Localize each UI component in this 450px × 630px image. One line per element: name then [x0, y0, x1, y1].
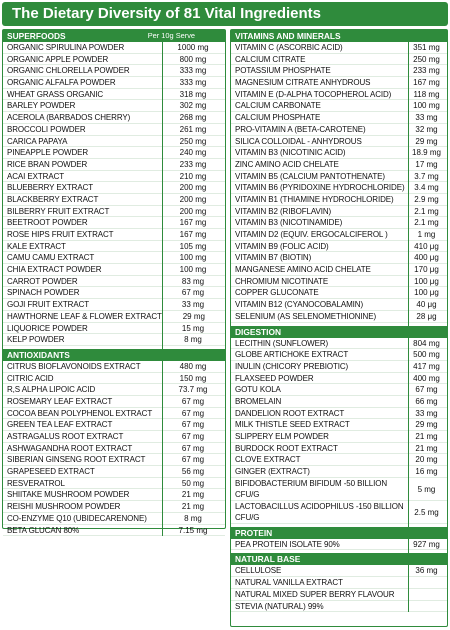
list-item — [3, 323, 225, 335]
ingredient-amount: 56 mg — [181, 467, 205, 477]
list-item — [3, 77, 225, 89]
list-item — [3, 136, 225, 148]
ingredient-name: MAGNESIUM CITRATE ANHYDROUS — [235, 78, 371, 88]
ingredient-amount: 200 mg — [179, 194, 207, 204]
ingredient-amount: 333 mg — [179, 66, 207, 76]
list-item — [3, 217, 225, 229]
ingredient-amount: 29 mg — [415, 420, 438, 430]
list-item — [3, 194, 225, 206]
list-item — [231, 601, 447, 613]
list-item — [3, 54, 225, 66]
ingredient-amount: 67 mg — [181, 420, 205, 430]
ingredient-name: SHIITAKE MUSHROOM POWDER — [7, 490, 130, 500]
ingredient-amount: 67 mg — [181, 443, 205, 453]
ingredient-amount: 29 mg — [182, 311, 205, 321]
list-item — [3, 252, 225, 264]
ingredient-amount: 3.4 mg — [414, 183, 439, 193]
ingredient-name: ASTRAGALUS ROOT EXTRACT — [7, 432, 124, 441]
ingredient-name: ZINC AMINO ACID CHELATE — [235, 159, 339, 169]
superfoods-title: SUPERFOODS — [7, 31, 66, 41]
ingredient-amount: 67 mg — [181, 455, 205, 465]
ingredient-amount: 100 mg — [179, 265, 207, 275]
ingredient-name: BLUEBERRY EXTRACT — [7, 183, 94, 193]
ingredient-name: POTASSIUM PHOSPHATE — [235, 66, 331, 76]
ingredient-amount: 167 mg — [179, 218, 207, 228]
ingredient-name: LECITHIN (SUNFLOWER) — [235, 338, 329, 348]
list-item — [3, 478, 225, 490]
left-panel — [2, 29, 226, 535]
ingredient-name: GOJI FRUIT EXTRACT — [7, 300, 90, 310]
list-item — [231, 478, 447, 501]
list-item — [3, 276, 225, 288]
list-item — [231, 217, 447, 229]
ingredient-amount: 3.7 mg — [414, 171, 439, 181]
list-item — [231, 124, 447, 136]
ingredient-amount: 18.9 mg — [412, 148, 441, 158]
ingredient-name: VITAMIN B2 (RIBOFLAVIN) — [235, 206, 332, 216]
list-item — [3, 419, 225, 431]
list-item — [231, 466, 447, 478]
ingredient-amount: 66 mg — [415, 396, 438, 406]
list-item — [3, 171, 225, 183]
ingredient-name: MILK THISTLE SEED EXTRACT — [235, 420, 350, 430]
ingredient-amount: 50 mg — [181, 478, 205, 488]
ingredient-amount: 28 μg — [416, 311, 437, 321]
ingredient-name: ORGANIC ALFALFA POWDER — [7, 78, 116, 88]
list-item — [231, 54, 447, 66]
ingredient-name: CELLULOSE — [235, 566, 282, 576]
ingredient-name: VITAMIN B5 (CALCIUM PANTOTHENATE) — [235, 171, 385, 181]
ingredient-name: ORGANIC CHLORELLA POWDER — [7, 66, 130, 76]
ingredient-amount: 21 mg — [181, 490, 205, 500]
ingredient-name: CITRUS BIOFLAVONOIDS EXTRACT — [7, 361, 141, 371]
ingredient-amount: 7.15 mg — [178, 525, 208, 535]
ingredient-amount: 67 mg — [181, 288, 205, 298]
ingredient-amount: 2.5 mg — [414, 507, 439, 517]
antioxidants-header: ANTIOXIDANTS — [3, 349, 225, 361]
list-item — [3, 466, 225, 478]
ingredient-amount: 100 μg — [414, 276, 439, 286]
ingredient-name: RESVERATROL — [7, 478, 65, 488]
ingredient-name: GLOBE ARTICHOKE EXTRACT — [235, 350, 349, 360]
list-item — [3, 147, 225, 159]
ingredient-name: R,S ALPHA LIPOIC ACID — [7, 385, 96, 395]
ingredient-amount: 67 mg — [181, 432, 205, 441]
list-item — [231, 539, 447, 551]
ingredient-name: CARICA PAPAYA — [7, 136, 68, 146]
ingredient-name: PRO-VITAMIN A (BETA-CAROTENE) — [235, 124, 366, 134]
ingredient-amount: 400 μg — [414, 253, 439, 263]
list-item — [3, 206, 225, 218]
ingredient-amount: 33 mg — [415, 113, 438, 123]
ingredient-amount: 16 mg — [415, 467, 438, 477]
ingredient-amount: 318 mg — [179, 89, 207, 99]
ingredient-name: ROSEMARY LEAF EXTRACT — [7, 396, 113, 406]
ingredient-name: CALCIUM PHOSPHATE — [235, 113, 321, 123]
ingredient-amount: 67 mg — [415, 385, 438, 395]
list-item — [3, 89, 225, 101]
ingredient-name: BETA GLUCAN 80% — [7, 525, 80, 535]
ingredient-name: ASHWAGANDHA ROOT EXTRACT — [7, 443, 133, 453]
ingredient-amount: 240 mg — [179, 148, 207, 158]
vitamins-list — [231, 42, 447, 326]
list-item — [3, 454, 225, 466]
ingredient-amount: 804 mg — [413, 338, 440, 348]
ingredient-name: GREEN TEA LEAF EXTRACT — [7, 420, 113, 430]
ingredient-name: BARLEY POWDER — [7, 101, 76, 111]
list-item — [3, 159, 225, 171]
list-item — [231, 311, 447, 323]
list-item — [231, 252, 447, 264]
ingredient-name: SPINACH POWDER — [7, 288, 80, 298]
list-item — [231, 229, 447, 241]
ingredient-amount: 210 mg — [179, 171, 207, 181]
ingredient-amount: 351 mg — [413, 43, 440, 52]
ingredient-name: KELP POWDER — [7, 335, 65, 345]
list-item — [3, 384, 225, 396]
ingredient-name: VITAMIN B3 (NICOTINAMIDE) — [235, 218, 343, 228]
digestion-header: DIGESTION — [231, 326, 447, 338]
ingredient-amount: 20 mg — [415, 455, 438, 465]
ingredient-name: HAWTHORNE LEAF & FLOWER EXTRACT — [7, 311, 162, 321]
ingredient-name: ORGANIC SPIRULINA POWDER — [7, 43, 125, 52]
ingredient-amount: 67 mg — [181, 396, 205, 406]
ingredient-name: CHIA EXTRACT POWDER — [7, 265, 102, 275]
list-item — [3, 408, 225, 420]
list-item — [231, 408, 447, 420]
ingredient-name: NATURAL MIXED SUPER BERRY FLAVOUR — [235, 589, 395, 599]
ingredient-amount: 302 mg — [179, 101, 207, 111]
list-item — [231, 396, 447, 408]
ingredient-amount: 17 mg — [415, 159, 438, 169]
list-item — [231, 276, 447, 288]
ingredient-amount: 21 mg — [415, 432, 438, 441]
ingredient-name: BEETROOT POWDER — [7, 218, 88, 228]
ingredient-amount: 1000 mg — [177, 43, 209, 52]
list-item — [231, 77, 447, 89]
ingredient-amount: 927 mg — [413, 539, 440, 549]
list-item — [231, 264, 447, 276]
ingredient-amount: 21 mg — [181, 502, 205, 512]
list-item — [231, 577, 447, 589]
list-item — [3, 334, 225, 346]
ingredient-name: SLIPPERY ELM POWDER — [235, 432, 329, 441]
ingredient-name: DANDELION ROOT EXTRACT — [235, 408, 345, 418]
list-item — [231, 89, 447, 101]
ingredient-name: LACTOBACILLUS ACIDOPHILUS -150 BILLION CFU/G — [235, 501, 404, 523]
ingredient-amount: 118 mg — [413, 89, 440, 99]
list-item — [231, 361, 447, 373]
superfoods-list — [3, 42, 225, 349]
list-item — [3, 311, 225, 323]
ingredient-name: BIFIDOBACTERIUM BIFIDUM -50 BILLION CFU/G — [235, 478, 388, 500]
list-item — [3, 241, 225, 253]
list-item — [231, 171, 447, 183]
ingredient-amount: 800 mg — [179, 54, 207, 64]
list-item — [231, 206, 447, 218]
ingredient-name: FLAXSEED POWDER — [235, 373, 314, 383]
ingredient-amount: 33 mg — [415, 408, 438, 418]
ingredient-amount: 500 mg — [413, 350, 440, 360]
ingredient-amount: 73.7 mg — [178, 385, 208, 395]
ingredient-name: NATURAL VANILLA EXTRACT — [235, 578, 343, 588]
ingredient-name: VITAMIN B12 (CYANOCOBALAMIN) — [235, 300, 364, 310]
list-item — [231, 194, 447, 206]
ingredient-amount: 2.1 mg — [414, 206, 439, 216]
ingredient-amount: 2.1 mg — [414, 218, 439, 228]
ingredient-name: COPPER GLUCONATE — [235, 288, 319, 298]
natural-base-list — [231, 565, 447, 612]
list-item — [231, 182, 447, 194]
ingredient-name: GOTU KOLA — [235, 385, 281, 395]
ingredient-name: VITAMIN B1 (THIAMINE HYDROCHLORIDE) — [235, 194, 394, 204]
list-item — [231, 501, 447, 524]
list-item — [3, 287, 225, 299]
ingredient-name: LIQUORICE POWDER — [7, 323, 88, 333]
list-item — [3, 513, 225, 525]
ingredient-name: INULIN (CHICORY PREBIOTIC) — [235, 361, 349, 371]
list-item — [231, 159, 447, 171]
list-item — [231, 419, 447, 431]
ingredient-name: KALE EXTRACT — [7, 241, 66, 251]
list-item — [3, 229, 225, 241]
ingredient-name: ORGANIC APPLE POWDER — [7, 54, 109, 64]
ingredient-amount: 105 mg — [179, 241, 207, 251]
list-item — [3, 124, 225, 136]
ingredient-amount: 40 μg — [416, 300, 437, 310]
ingredient-name: CITRIC ACID — [7, 373, 54, 383]
ingredient-name: BLACKBERRY EXTRACT — [7, 194, 99, 204]
ingredient-name: ACAI EXTRACT — [7, 171, 65, 181]
list-item — [231, 112, 447, 124]
protein-header: PROTEIN — [231, 527, 447, 539]
list-item — [3, 361, 225, 373]
ingredient-amount: 5 mg — [417, 484, 436, 494]
ingredient-name: MANGANESE AMINO ACID CHELATE — [235, 265, 371, 275]
ingredient-amount: 15 mg — [181, 323, 205, 333]
list-item — [231, 589, 447, 601]
ingredient-name: BROMELAIN — [235, 396, 282, 406]
ingredient-name: CLOVE EXTRACT — [235, 455, 301, 465]
ingredient-amount: 36 mg — [415, 566, 438, 576]
list-item — [3, 182, 225, 194]
ingredient-amount: 1 mg — [417, 230, 436, 239]
ingredient-amount: 100 mg — [413, 101, 440, 111]
ingredient-name: SILICA COLLOIDAL - ANHYDROUS — [235, 136, 362, 146]
list-item — [231, 431, 447, 443]
ingredient-name: VITAMIN D2 (EQUIV. ERGOCALCIFEROL ) — [235, 230, 388, 239]
list-item — [231, 42, 447, 54]
ingredient-name: VITAMIN B3 (NICOTINIC ACID) — [235, 148, 346, 158]
ingredient-name: GRAPESEED EXTRACT — [7, 467, 95, 477]
list-item — [3, 431, 225, 443]
ingredient-name: VITAMIN B7 (BIOTIN) — [235, 253, 312, 263]
ingredient-name: CALCIUM CITRATE — [235, 54, 306, 64]
vitamins-header: VITAMINS AND MINERALS — [231, 30, 447, 42]
list-item — [3, 525, 225, 537]
ingredient-name: CARROT POWDER — [7, 276, 78, 286]
ingredient-name: BILBERRY FRUIT EXTRACT — [7, 206, 110, 216]
ingredient-amount: 32 mg — [415, 124, 438, 134]
natural-base-header: NATURAL BASE — [231, 553, 447, 565]
ingredient-amount: 400 mg — [413, 373, 440, 383]
ingredient-name: STEVIA (NATURAL) 99% — [235, 601, 324, 611]
list-item — [3, 489, 225, 501]
ingredient-name: REISHI MUSHROOM POWDER — [7, 502, 121, 512]
ingredient-name: RICE BRAN POWDER — [7, 159, 88, 169]
list-item — [3, 264, 225, 276]
per-serve-label: Per 10g Serve — [147, 31, 195, 40]
list-item — [231, 349, 447, 361]
ingredient-amount: 33 mg — [181, 300, 205, 310]
ingredient-name: SIBERIAN GINSENG ROOT EXTRACT — [7, 455, 146, 465]
ingredient-name: VITAMIN B9 (FOLIC ACID) — [235, 241, 329, 251]
ingredient-amount: 233 mg — [179, 159, 207, 169]
list-item — [3, 42, 225, 54]
ingredient-amount: 2.9 mg — [414, 194, 439, 204]
ingredient-name: CAMU CAMU EXTRACT — [7, 253, 95, 263]
ingredient-name: WHEAT GRASS ORGANIC — [7, 89, 104, 99]
list-item — [231, 565, 447, 577]
list-item — [3, 112, 225, 124]
list-item — [231, 373, 447, 385]
ingredient-amount: 167 mg — [413, 78, 440, 88]
ingredient-name: GINGER (EXTRACT) — [235, 467, 310, 477]
antioxidants-list — [3, 361, 225, 536]
list-item — [231, 287, 447, 299]
list-item — [3, 373, 225, 385]
ingredient-amount: 150 mg — [179, 373, 207, 383]
ingredient-amount: 333 mg — [179, 78, 207, 88]
list-item — [231, 299, 447, 311]
ingredient-amount: 268 mg — [179, 113, 207, 123]
ingredient-amount: 29 mg — [415, 136, 438, 146]
ingredient-name: SELENIUM (AS SELENOMETHIONINE) — [235, 311, 377, 321]
ingredient-name: ROSE HIPS FRUIT EXTRACT — [7, 230, 114, 239]
right-panel — [230, 29, 448, 627]
page-title: The Dietary Diversity of 81 Vital Ingredients — [2, 2, 448, 26]
ingredient-amount: 200 mg — [179, 206, 207, 216]
list-item — [231, 338, 447, 350]
list-item — [3, 396, 225, 408]
ingredient-name: CHROMIUM NICOTINATE — [235, 276, 329, 286]
ingredient-name: VITAMIN E (D-ALPHA TOCOPHEROL ACID) — [235, 89, 392, 99]
ingredient-name: BURDOCK ROOT EXTRACT — [235, 443, 338, 453]
ingredient-name: PEA PROTEIN ISOLATE 90% — [235, 539, 340, 549]
ingredient-amount: 83 mg — [181, 276, 205, 286]
ingredient-amount: 200 mg — [179, 183, 207, 193]
list-item — [3, 100, 225, 112]
ingredient-amount: 480 mg — [179, 361, 207, 371]
ingredient-amount: 250 mg — [413, 54, 440, 64]
ingredient-name: PINEAPPLE POWDER — [7, 148, 89, 158]
list-item — [3, 501, 225, 513]
list-item — [231, 147, 447, 159]
ingredient-name: COCOA BEAN POLYPHENOL EXTRACT — [7, 408, 153, 418]
list-item — [231, 241, 447, 253]
ingredient-amount: 67 mg — [181, 408, 205, 418]
ingredient-amount: 167 mg — [179, 230, 207, 239]
ingredient-amount: 8 mg — [184, 335, 202, 345]
list-item — [231, 384, 447, 396]
ingredient-amount: 170 μg — [414, 265, 439, 275]
list-item — [231, 65, 447, 77]
ingredient-name: VITAMIN B6 (PYRIDOXINE HYDROCHLORIDE) — [235, 183, 405, 193]
list-item — [3, 299, 225, 311]
ingredient-name: CO-ENZYME Q10 (UBIDECARENONE) — [7, 513, 147, 523]
ingredient-amount: 261 mg — [179, 124, 207, 134]
ingredient-amount: 250 mg — [179, 136, 207, 146]
protein-list — [231, 539, 447, 554]
ingredient-amount: 410 μg — [414, 241, 439, 251]
list-item — [231, 136, 447, 148]
digestion-list — [231, 338, 447, 527]
ingredient-name: ACEROLA (BARBADOS CHERRY) — [7, 113, 131, 123]
list-item — [231, 443, 447, 455]
ingredient-amount: 100 μg — [414, 288, 439, 298]
ingredient-name: BROCCOLI POWDER — [7, 124, 86, 134]
ingredient-name: CALCIUM CARBONATE — [235, 101, 321, 111]
list-item — [3, 65, 225, 77]
superfoods-header — [3, 30, 225, 42]
ingredient-amount: 8 mg — [184, 513, 202, 523]
ingredient-amount: 233 mg — [413, 66, 440, 76]
ingredient-name: VITAMIN C (ASCORBIC ACID) — [235, 43, 343, 52]
list-item — [231, 454, 447, 466]
ingredient-amount: 100 mg — [179, 253, 207, 263]
ingredient-amount: 21 mg — [415, 443, 438, 453]
list-item — [3, 443, 225, 455]
ingredient-amount: 417 mg — [413, 361, 440, 371]
list-item — [231, 100, 447, 112]
